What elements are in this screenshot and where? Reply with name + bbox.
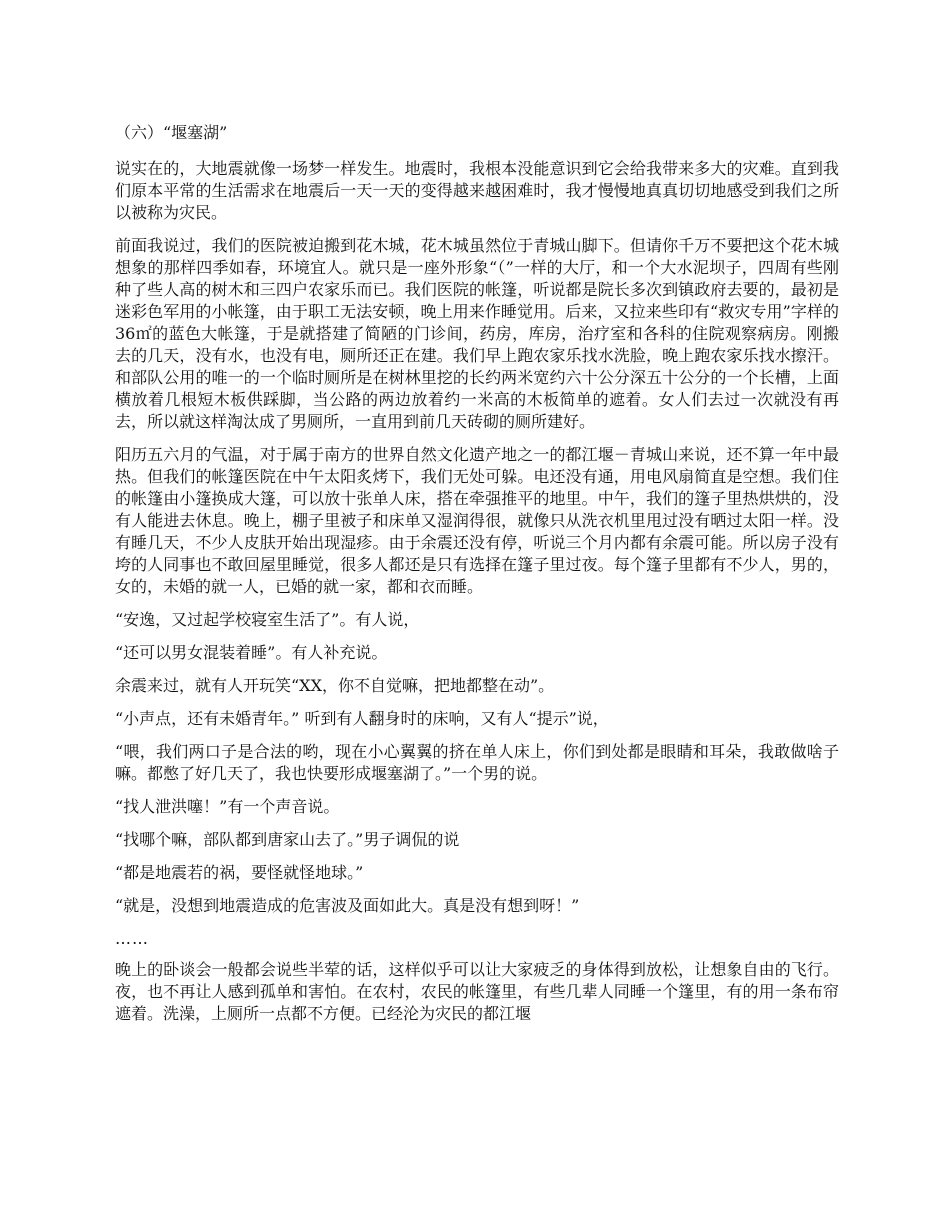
paragraph-closing: 晚上的卧谈会一般都会说些半荤的话，这样似乎可以让大家疲乏的身体得到放松，让想象自由的飞行。夜，也不再让人感到孤单和害怕。在农村，农民的帐篷里，有些几辈人同睡一个篷里，有的用一条布帘遮着。洗澡，上厕所一点都不方便。已经沦为灾民的都江堰	[115, 960, 839, 1023]
section-heading: （六）“堰塞湖”	[115, 123, 228, 142]
dialogue-line: 余震来过，就有人开玩笑“XX，你不自觉嘛，把地都整在动”。	[115, 676, 555, 695]
dialogue-line: “小声点，还有未婚青年。” 听到有人翻身时的床响，又有人“提示”说，	[115, 709, 609, 728]
paragraph-hospital-relocation: 前面我说过，我们的医院被迫搬到花木城，花木城虽然位于青城山脚下。但请你千万不要把这个花木城想象的那样四季如春，环境宜人。就只是一座外形象“（”一样的大厅，和一个大水泥坝子，四周有些刚种了些人高的树木和三四户农家乐而已。我们医院的帐篷，听说都是院长多次到镇政府去要的，最初是迷彩色军用的小帐篷，由于职工无法安顿，晚上用来作睡觉用。后来，又拉来些印有“救灾专用”字样的36㎡的蓝色大帐篷，于是就搭建了简陋的门诊间，药房，库房，治疗室和各科的住院观察病房。刚搬去的几天，没有水，也没有电，厕所还正在建。我们早上跑农家乐找水洗脸，晚上跑农家乐找水擦汗。和部队公用的唯一的一个临时厕所是在树林里挖的长约两米宽约六十公分深五十公分的一个长槽，上面横放着几根短木板供踩脚，当公路的两边放着约一米高的木板简单的遮着。女人们去过一次就没有再去，所以就这样淘汰成了男厕所，一直用到前几天砖砌的厕所建好。	[115, 236, 839, 431]
paragraph-tent-heat: 阳历五六月的气温，对于属于南方的世界自然文化遗产地之一的都江堰－青城山来说，还不算一年中最热。但我们的帐篷医院在中午太阳炙烤下，我们无处可躲。电还没有通，用电风扇简直是空想。我们住的帐篷由小篷换成大篷，可以放十张单人床，搭在牵强推平的地里。中午，我们的篷子里热烘烘的，没有人能进去休息。晚上，棚子里被子和床单又湿润得很，就像只从洗衣机里甩过没有晒过太阳一样。没有睡几天，不少人皮肤开始出现湿疹。由于余震还没有停，听说三个月内都有余震可能。所以房子没有垮的人同事也不敢回屋里睡觉，很多人都还是只有选择在篷子里过夜。每个篷子里都有不少人，男的，女的，未婚的就一人，已婚的就一家，都和衣而睡。	[115, 445, 839, 596]
dialogue-line: “安逸，又过起学校寝室生活了”。有人说，	[115, 610, 420, 629]
dialogue-line: “就是，没想到地震造成的危害波及面如此大。真是没有想到呀！”	[115, 896, 580, 915]
dialogue-line: “找人泄洪噻！”有一个声音说。	[115, 797, 340, 816]
ellipsis-separator: ……	[115, 929, 149, 948]
paragraph-opening: 说实在的，大地震就像一场梦一样发生。地震时，我根本没能意识到它会给我带来多大的灾难。直到我们原本平常的生活需求在地震后一天一天的变得越来越困难时，我才慢慢地真真切切地感受到我们之所以被称为灾民。	[115, 159, 839, 222]
dialogue-line: “喂，我们两口子是合法的哟，现在小心翼翼的挤在单人床上，你们到处都是眼睛和耳朵，我敢做啥子嘛。都憋了好几天了，我也快要形成堰塞湖了。”一个男的说。	[115, 742, 839, 783]
dialogue-line: “还可以男女混装着睡”。有人补充说。	[115, 643, 388, 662]
dialogue-line: “找哪个嘛，部队都到唐家山去了。”男子调侃的说	[115, 830, 460, 849]
document-page	[115, 122, 839, 1036]
dialogue-line: “都是地震若的祸，要怪就怪地球。”	[115, 863, 364, 882]
